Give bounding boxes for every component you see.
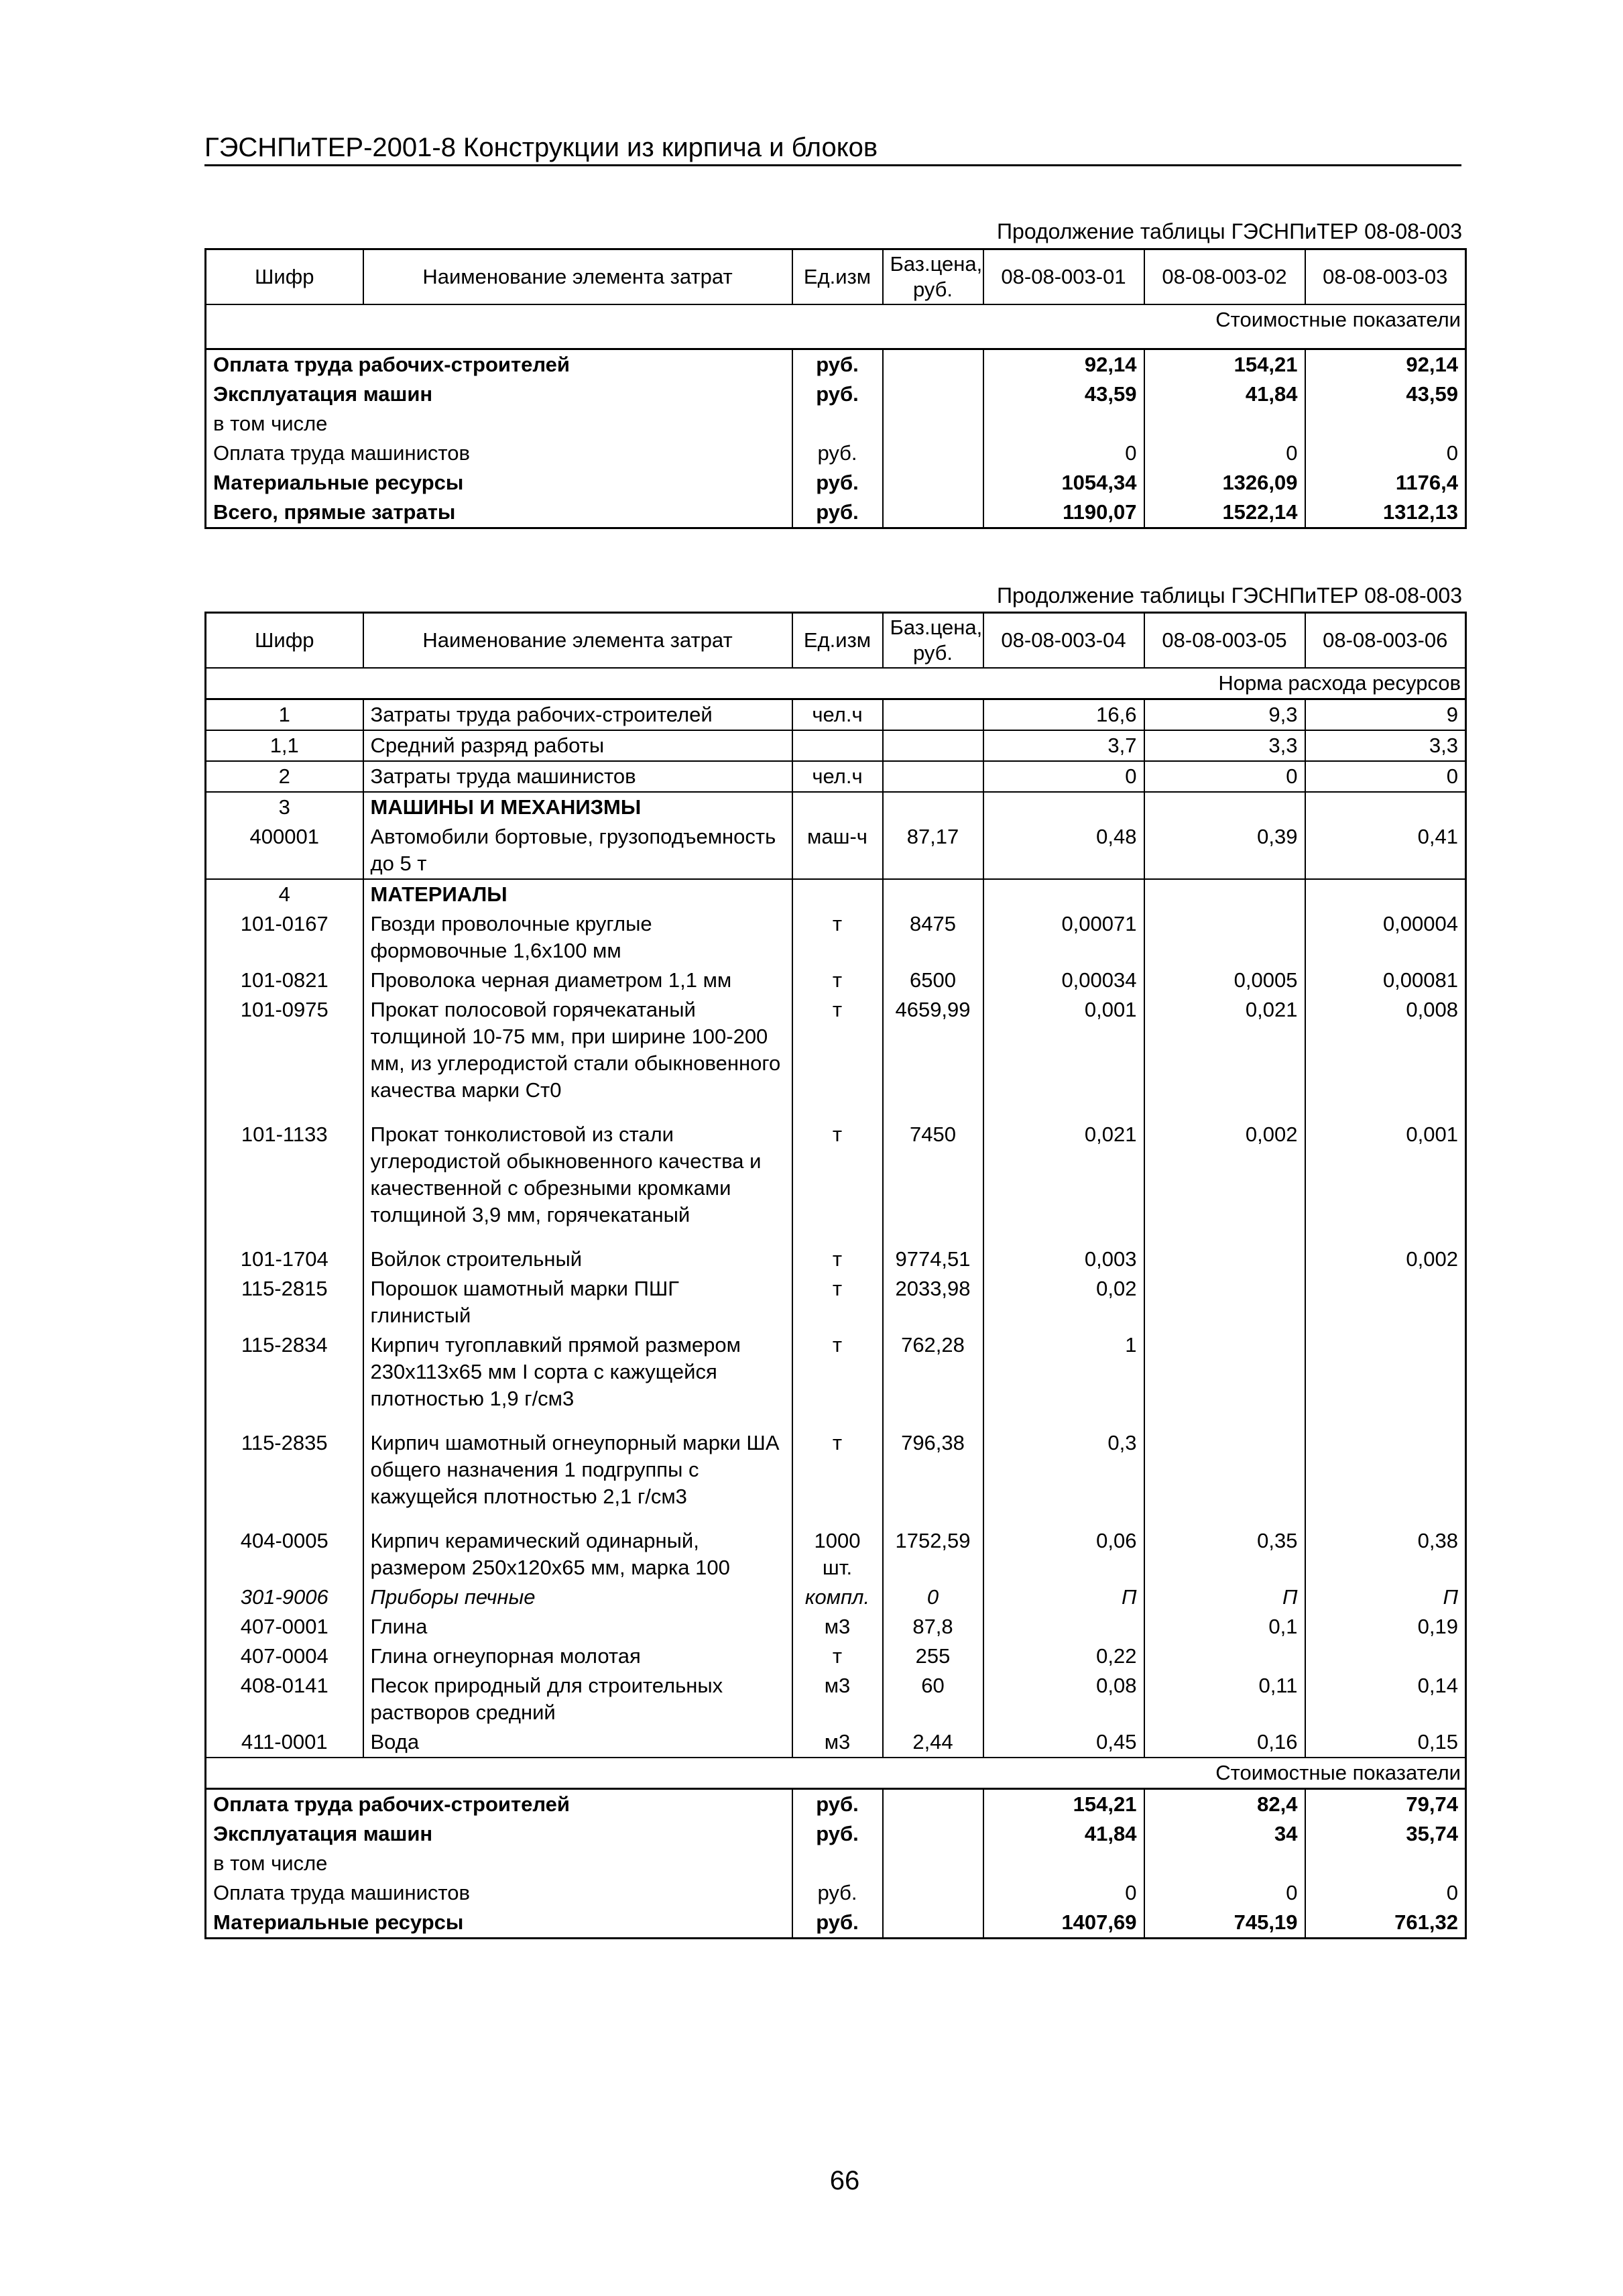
table-row	[206, 792, 1466, 822]
row-code: 400001	[249, 825, 319, 848]
table1-section-label-row	[206, 304, 1466, 349]
table-row	[206, 822, 1466, 879]
row-name: Автомобили бортовые, грузоподъемность до 5 т	[363, 822, 792, 879]
row-value: 0,021	[983, 1120, 1144, 1245]
row-value: 745,19	[1144, 1908, 1305, 1939]
row-value: 16,6	[983, 699, 1144, 731]
row-value: 0,00004	[1305, 909, 1466, 966]
row-value: 0,06	[983, 1526, 1144, 1583]
table-row	[206, 966, 1466, 995]
row-name: Порошок шамотный марки ПШГ глинистый	[363, 1274, 792, 1330]
row-unit	[792, 879, 883, 909]
row-value: 92,14	[1305, 349, 1466, 380]
row-value: 3,3	[1305, 730, 1466, 761]
row-value: 43,59	[983, 380, 1144, 409]
row-unit: руб.	[792, 380, 883, 409]
col-unit-header: Ед.изм	[792, 249, 883, 305]
row-value	[1305, 1849, 1466, 1878]
row-value: 0,003	[983, 1245, 1144, 1274]
table-row	[206, 879, 1466, 909]
row-price: 2033,98	[883, 1274, 983, 1330]
row-price	[883, 1878, 983, 1908]
row-price	[883, 879, 983, 909]
row-value	[1305, 1274, 1466, 1330]
document-title: ГЭСНПиТЕР-2001-8 Конструкции из кирпича и блоков	[204, 133, 878, 162]
row-unit: т	[792, 909, 883, 966]
row-price	[883, 792, 983, 822]
table-row	[206, 1120, 1466, 1245]
row-value	[983, 879, 1144, 909]
row-price	[883, 498, 983, 528]
row-value: 0,02	[983, 1274, 1144, 1330]
row-unit	[792, 730, 883, 761]
row-value: 9	[1305, 699, 1466, 731]
row-name: Приборы печные	[363, 1583, 792, 1612]
row-price: 4659,99	[883, 995, 983, 1120]
row-price: 6500	[883, 966, 983, 995]
row-name: Гвозди проволочные круглые формовочные 1,6х100 мм	[363, 909, 792, 966]
row-unit: 1000 шт.	[792, 1526, 883, 1583]
row-value: 0	[1144, 761, 1305, 792]
row-price	[883, 1849, 983, 1878]
row-value: 0,39	[1144, 822, 1305, 879]
row-value	[1305, 1330, 1466, 1428]
row-unit: руб.	[792, 1878, 883, 1908]
row-value: 154,21	[1144, 349, 1305, 380]
table-row	[206, 1583, 1466, 1612]
table-row	[206, 1878, 1466, 1908]
row-value: 761,32	[1305, 1908, 1466, 1939]
row-unit: компл.	[792, 1583, 883, 1612]
row-unit: руб.	[792, 439, 883, 468]
row-unit: т	[792, 1428, 883, 1526]
row-code: 101-1704	[240, 1247, 328, 1271]
row-value	[1144, 879, 1305, 909]
row-value: 0,38	[1305, 1526, 1466, 1583]
row-name: Глина огнеупорная молотая	[363, 1642, 792, 1671]
row-value: 1190,07	[983, 498, 1144, 528]
col-code-6: 08-08-003-06	[1305, 613, 1466, 669]
table-row	[206, 1671, 1466, 1727]
row-name: Затраты труда рабочих-строителей	[363, 699, 792, 731]
row-value	[1144, 1274, 1305, 1330]
row-unit: руб.	[792, 349, 883, 380]
row-code: 1,1	[206, 730, 363, 761]
row-name: Эксплуатация машин	[213, 1822, 433, 1845]
col-code-3: 08-08-003-03	[1305, 249, 1466, 305]
row-value: 0	[1144, 439, 1305, 468]
row-value: 92,14	[983, 349, 1144, 380]
row-price	[883, 730, 983, 761]
row-code: 101-0167	[240, 912, 328, 935]
row-value	[1305, 792, 1466, 822]
row-unit: т	[792, 1330, 883, 1428]
table1	[204, 248, 1467, 529]
row-value: 41,84	[983, 1819, 1144, 1849]
row-value	[1144, 1428, 1305, 1526]
col-code-4: 08-08-003-04	[983, 613, 1144, 669]
row-name: Проволока черная диаметром 1,1 мм	[363, 966, 792, 995]
table-row	[206, 380, 1466, 409]
row-value: 0,41	[1305, 822, 1466, 879]
row-code: 4	[206, 879, 363, 909]
table2-cost-label-row	[206, 1758, 1466, 1789]
row-value: 0,0005	[1144, 966, 1305, 995]
row-value: 0,22	[983, 1642, 1144, 1671]
col-code-1: 08-08-003-01	[983, 249, 1144, 305]
row-value: 1522,14	[1144, 498, 1305, 528]
row-value: 1312,13	[1305, 498, 1466, 528]
table-row	[206, 1274, 1466, 1330]
row-value: 0,00034	[983, 966, 1144, 995]
row-name: Материальные ресурсы	[213, 1910, 464, 1934]
row-price	[883, 699, 983, 731]
row-value: 0	[1144, 1878, 1305, 1908]
row-price	[883, 468, 983, 498]
row-unit: т	[792, 1120, 883, 1245]
row-value: 154,21	[983, 1789, 1144, 1820]
row-value: 0,35	[1144, 1526, 1305, 1583]
row-price	[883, 439, 983, 468]
row-value: 0,14	[1305, 1671, 1466, 1727]
row-unit	[792, 409, 883, 439]
col-code-5: 08-08-003-05	[1144, 613, 1305, 669]
row-value: 1054,34	[983, 468, 1144, 498]
table-row	[206, 1849, 1466, 1878]
row-code: 115-2834	[241, 1333, 328, 1357]
row-value: 1	[983, 1330, 1144, 1428]
row-unit: руб.	[792, 498, 883, 528]
row-unit: руб.	[792, 1789, 883, 1820]
row-unit: маш-ч	[792, 822, 883, 879]
table-row	[206, 699, 1466, 731]
col-unit-header: Ед.изм	[792, 613, 883, 669]
row-unit: т	[792, 995, 883, 1120]
row-value: 0	[1305, 439, 1466, 468]
table-row	[206, 1428, 1466, 1526]
row-value	[1144, 409, 1305, 439]
row-unit: чел.ч	[792, 761, 883, 792]
row-code: 101-1133	[241, 1123, 328, 1146]
row-value: 41,84	[1144, 380, 1305, 409]
table1-continuation: Продолжение таблицы ГЭСНПиТЕР 08-08-003	[997, 219, 1462, 243]
table-row	[206, 730, 1466, 761]
col-price-header: Баз.цена, руб.	[883, 613, 983, 669]
row-code: 411-0001	[241, 1730, 328, 1754]
row-name: Прокат тонколистовой из стали углеродистой обыкновенного качества и качественной с обрезными кромками толщиной 3,9 мм, горячекатаный	[363, 1120, 792, 1245]
row-name: Песок природный для строительных растворов средний	[363, 1671, 792, 1727]
row-unit: т	[792, 966, 883, 995]
row-value: 82,4	[1144, 1789, 1305, 1820]
row-price: 1752,59	[883, 1526, 983, 1583]
row-name: Войлок строительный	[363, 1245, 792, 1274]
row-value	[1144, 909, 1305, 966]
row-unit: м3	[792, 1671, 883, 1727]
table-row	[206, 1819, 1466, 1849]
row-value	[1305, 1428, 1466, 1526]
row-value: 0,001	[1305, 1120, 1466, 1245]
row-code: 407-0004	[240, 1644, 328, 1668]
row-value: 0,48	[983, 822, 1144, 879]
row-unit: руб.	[792, 1908, 883, 1939]
row-value: 3,7	[983, 730, 1144, 761]
col-code-header: Шифр	[206, 613, 363, 669]
col-price-header: Баз.цена, руб.	[883, 249, 983, 305]
row-name: Кирпич шамотный огнеупорный марки ША общего назначения 1 подгруппы с кажущейся плотностью 2,1 г/см3	[363, 1428, 792, 1526]
row-value	[983, 1849, 1144, 1878]
table-row	[206, 1789, 1466, 1820]
row-value: 9,3	[1144, 699, 1305, 731]
row-name: Кирпич керамический одинарный, размером 250х120х65 мм, марка 100	[363, 1526, 792, 1583]
row-unit: т	[792, 1642, 883, 1671]
row-name: в том числе	[213, 412, 328, 435]
row-price	[883, 1819, 983, 1849]
table-row	[206, 1642, 1466, 1671]
row-value: 0	[1305, 1878, 1466, 1908]
table-row	[206, 1245, 1466, 1274]
row-value: П	[1144, 1583, 1305, 1612]
col-code-header: Шифр	[206, 249, 363, 305]
row-value: 0	[1305, 761, 1466, 792]
row-value: 0,001	[983, 995, 1144, 1120]
row-price: 8475	[883, 909, 983, 966]
table-row	[206, 468, 1466, 498]
row-price: 60	[883, 1671, 983, 1727]
table-row	[206, 1330, 1466, 1428]
row-value: 35,74	[1305, 1819, 1466, 1849]
row-value: П	[983, 1583, 1144, 1612]
row-unit	[792, 1849, 883, 1878]
row-price	[883, 409, 983, 439]
row-value	[1144, 1849, 1305, 1878]
row-value: 0,002	[1305, 1245, 1466, 1274]
row-value: 0,15	[1305, 1727, 1466, 1758]
table-row	[206, 909, 1466, 966]
row-value: 1176,4	[1305, 468, 1466, 498]
row-unit: руб.	[792, 1819, 883, 1849]
row-unit: чел.ч	[792, 699, 883, 731]
row-price	[883, 761, 983, 792]
row-value	[1144, 792, 1305, 822]
row-name: Глина	[363, 1612, 792, 1642]
row-name: Оплата труда машинистов	[213, 1881, 470, 1904]
row-value: 1407,69	[983, 1908, 1144, 1939]
table-row	[206, 349, 1466, 380]
row-code: 101-0821	[240, 968, 328, 992]
row-value: 34	[1144, 1819, 1305, 1849]
row-value: 43,59	[1305, 380, 1466, 409]
row-name: Всего, прямые затраты	[213, 500, 456, 524]
row-code: 407-0001	[240, 1615, 328, 1638]
row-code: 115-2815	[241, 1277, 328, 1300]
row-name: МАШИНЫ И МЕХАНИЗМЫ	[363, 792, 792, 822]
table2-norm-label-row	[206, 668, 1466, 699]
row-value: 0,45	[983, 1727, 1144, 1758]
page-header	[204, 131, 1461, 166]
row-price	[883, 349, 983, 380]
table-row	[206, 761, 1466, 792]
cost-label: Стоимостные показатели	[206, 1758, 1466, 1789]
row-value: 0,021	[1144, 995, 1305, 1120]
row-name: в том числе	[213, 1851, 328, 1875]
row-name: Средний разряд работы	[363, 730, 792, 761]
row-value: 0,00081	[1305, 966, 1466, 995]
row-price: 87,8	[883, 1612, 983, 1642]
row-code: 301-9006	[240, 1585, 328, 1609]
row-code: 115-2835	[241, 1431, 328, 1454]
row-unit: м3	[792, 1612, 883, 1642]
row-code: 2	[206, 761, 363, 792]
table-row	[206, 1727, 1466, 1758]
row-value: 0,16	[1144, 1727, 1305, 1758]
row-name: Вода	[363, 1727, 792, 1758]
row-unit: т	[792, 1274, 883, 1330]
row-value: 0	[983, 1878, 1144, 1908]
row-name: Затраты труда машинистов	[363, 761, 792, 792]
row-code: 408-0141	[240, 1674, 328, 1697]
row-unit: т	[792, 1245, 883, 1274]
row-code: 404-0005	[240, 1529, 328, 1552]
table-row	[206, 995, 1466, 1120]
table-row	[206, 1526, 1466, 1583]
row-price: 2,44	[883, 1727, 983, 1758]
row-value: 0,008	[1305, 995, 1466, 1120]
table2	[204, 612, 1467, 1939]
row-code: 101-0975	[240, 998, 328, 1021]
row-code: 3	[206, 792, 363, 822]
table-row	[206, 409, 1466, 439]
row-value: П	[1305, 1583, 1466, 1612]
page-number: 66	[829, 2166, 860, 2195]
row-value: 0,11	[1144, 1671, 1305, 1727]
row-price: 9774,51	[883, 1245, 983, 1274]
table-row	[206, 439, 1466, 468]
row-value	[1305, 409, 1466, 439]
row-value	[1144, 1642, 1305, 1671]
row-value	[1305, 1642, 1466, 1671]
row-name: Прокат полосовой горячекатаный толщиной 10-75 мм, при ширине 100-200 мм, из углеродистой стали обыкновенного качества марки Ст0	[363, 995, 792, 1120]
row-value: 0	[983, 439, 1144, 468]
row-name: Материальные ресурсы	[213, 471, 464, 494]
row-value: 0,00071	[983, 909, 1144, 966]
row-price: 762,28	[883, 1330, 983, 1428]
col-code-2: 08-08-003-02	[1144, 249, 1305, 305]
row-name: Оплата труда машинистов	[213, 441, 470, 465]
col-name-header: Наименование элемента затрат	[363, 613, 792, 669]
row-price: 796,38	[883, 1428, 983, 1526]
row-price: 87,17	[883, 822, 983, 879]
row-price: 255	[883, 1642, 983, 1671]
table1-header-row	[206, 249, 1466, 305]
row-name: Кирпич тугоплавкий прямой размером 230х113х65 мм I сорта с кажущейся плотностью 1,9 г/см3	[363, 1330, 792, 1428]
table2-continuation: Продолжение таблицы ГЭСНПиТЕР 08-08-003	[997, 583, 1462, 608]
row-price: 0	[883, 1583, 983, 1612]
row-name: Оплата труда рабочих-строителей	[213, 1792, 570, 1816]
row-value: 0	[983, 761, 1144, 792]
table2-header-row	[206, 613, 1466, 669]
table-row	[206, 498, 1466, 528]
row-price	[883, 1908, 983, 1939]
row-unit	[792, 792, 883, 822]
col-name-header: Наименование элемента затрат	[363, 249, 792, 305]
row-value: 3,3	[1144, 730, 1305, 761]
norm-label: Норма расхода ресурсов	[206, 668, 1466, 699]
row-value: 79,74	[1305, 1789, 1466, 1820]
row-name: Оплата труда рабочих-строителей	[213, 353, 570, 376]
row-unit: м3	[792, 1727, 883, 1758]
row-value: 1326,09	[1144, 468, 1305, 498]
row-name: Эксплуатация машин	[213, 382, 433, 406]
row-value: 0,002	[1144, 1120, 1305, 1245]
row-value	[983, 792, 1144, 822]
row-price: 7450	[883, 1120, 983, 1245]
row-price	[883, 1789, 983, 1820]
table-row	[206, 1908, 1466, 1939]
row-value	[1144, 1330, 1305, 1428]
row-value: 0,3	[983, 1428, 1144, 1526]
row-value: 0,1	[1144, 1612, 1305, 1642]
row-value	[1144, 1245, 1305, 1274]
row-value	[983, 1612, 1144, 1642]
row-price	[883, 380, 983, 409]
row-unit: руб.	[792, 468, 883, 498]
row-value: 0,19	[1305, 1612, 1466, 1642]
row-value: 0,08	[983, 1671, 1144, 1727]
section-label: Стоимостные показатели	[206, 304, 1466, 349]
row-name: МАТЕРИАЛЫ	[363, 879, 792, 909]
row-value	[983, 409, 1144, 439]
table-row	[206, 1612, 1466, 1642]
row-code: 1	[278, 703, 290, 726]
row-value	[1305, 879, 1466, 909]
